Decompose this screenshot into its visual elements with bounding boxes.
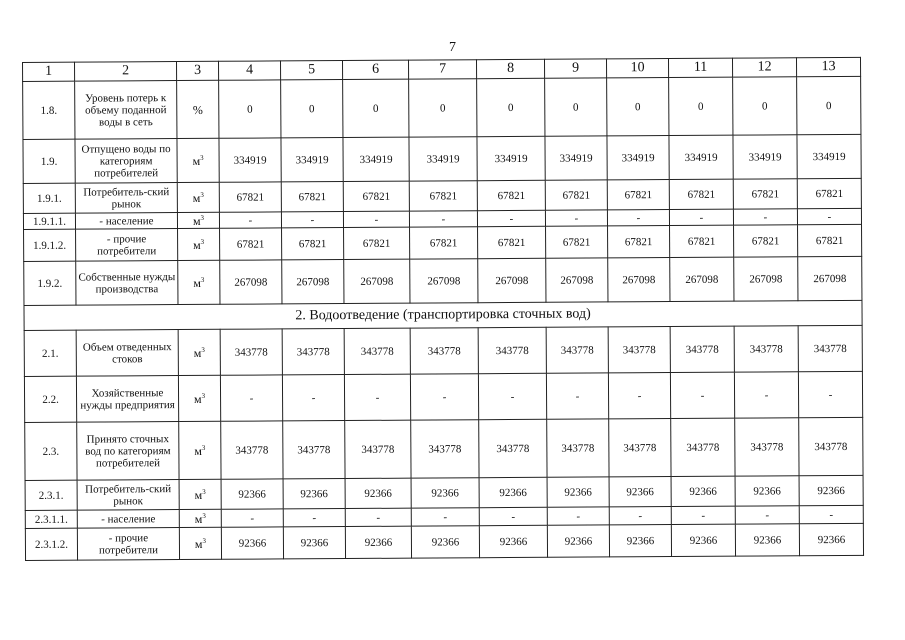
unit-base: м <box>193 345 202 360</box>
value-cell: - <box>283 509 345 527</box>
value-cell: 0 <box>219 80 281 138</box>
value-cell: 67821 <box>669 179 733 209</box>
row-unit <box>177 80 219 138</box>
value-cell: - <box>547 507 609 525</box>
value-cell: 0 <box>409 79 477 137</box>
row-unit <box>177 182 219 212</box>
value-cell: 343778 <box>344 328 410 374</box>
value-cell: 67821 <box>409 181 477 211</box>
value-cell: 92366 <box>735 524 799 556</box>
row-name: - прочие потребители <box>77 528 179 561</box>
value-cell: 334919 <box>219 138 281 182</box>
value-cell: 267098 <box>734 257 798 301</box>
value-cell: 67821 <box>282 228 344 260</box>
value-cell: - <box>545 210 607 226</box>
unit-base: м <box>194 536 203 551</box>
table-row <box>25 523 863 560</box>
header-cell: 13 <box>796 57 860 76</box>
value-cell: - <box>799 505 863 523</box>
row-code: 1.9.1. <box>23 183 75 213</box>
value-cell: - <box>733 209 797 225</box>
value-cell: 267098 <box>608 258 670 302</box>
value-cell: - <box>797 208 861 224</box>
value-cell: 343778 <box>609 419 671 477</box>
value-cell: 67821 <box>344 227 410 259</box>
value-cell: 67821 <box>733 179 797 209</box>
value-cell: 67821 <box>410 227 478 259</box>
value-cell: 343778 <box>546 327 608 373</box>
value-cell: 67821 <box>546 226 608 258</box>
table-body <box>23 57 864 560</box>
value-cell: - <box>343 211 409 227</box>
row-name: Хозяйственные нужды предприятия <box>76 376 178 423</box>
value-cell: 92366 <box>547 477 609 507</box>
header-cell: 11 <box>668 58 732 77</box>
value-cell: 0 <box>607 78 669 136</box>
header-cell: 10 <box>606 59 668 78</box>
value-cell: 343778 <box>734 326 798 372</box>
unit-base: м <box>193 391 202 406</box>
value-cell: 343778 <box>798 325 862 371</box>
row-name: - прочие потребители <box>76 229 178 262</box>
value-cell: 92366 <box>799 475 863 505</box>
value-cell: 343778 <box>410 328 478 374</box>
table-row <box>24 371 862 422</box>
value-cell: 343778 <box>671 418 735 476</box>
value-cell: 67821 <box>478 226 546 258</box>
value-cell: 343778 <box>735 418 799 476</box>
unit-base: м <box>194 511 203 526</box>
row-code: 2.2. <box>24 376 76 422</box>
value-cell: 343778 <box>479 419 547 477</box>
unit-exponent: 3 <box>200 153 204 162</box>
table-row <box>23 76 861 139</box>
unit-base: м <box>192 153 201 168</box>
value-cell: 0 <box>669 77 733 135</box>
value-cell: 334919 <box>797 134 861 178</box>
unit-base: м <box>194 443 202 458</box>
value-cell: 343778 <box>670 326 734 372</box>
value-cell: 267098 <box>282 260 344 304</box>
header-cell: 9 <box>544 59 606 78</box>
value-cell: 343778 <box>411 420 479 478</box>
row-unit <box>178 260 220 304</box>
value-cell: 267098 <box>798 256 862 300</box>
value-cell: - <box>671 506 735 524</box>
value-cell: 343778 <box>345 420 411 478</box>
header-cell: 2 <box>75 62 177 82</box>
row-unit <box>179 527 221 559</box>
row-name: Объем отведенных стоков <box>76 330 178 377</box>
value-cell: 267098 <box>478 258 546 302</box>
header-cell: 3 <box>177 61 219 80</box>
header-cell: 6 <box>342 60 408 79</box>
row-unit <box>179 479 221 509</box>
header-cell: 12 <box>732 58 796 77</box>
value-cell: 67821 <box>220 228 282 260</box>
value-cell: 67821 <box>281 182 343 212</box>
value-cell: 267098 <box>670 257 734 301</box>
row-name: Собственные нужды производства <box>76 261 178 306</box>
row-code: 1.9. <box>23 139 75 183</box>
value-cell: 92366 <box>221 479 283 509</box>
row-unit <box>177 212 219 228</box>
value-cell: 334919 <box>607 136 669 180</box>
row-code: 1.9.2. <box>24 261 76 305</box>
value-cell: 334919 <box>545 136 607 180</box>
value-cell: 0 <box>797 76 861 134</box>
page-number: 7 <box>449 40 456 55</box>
row-unit <box>178 375 220 421</box>
header-cell: 4 <box>218 61 280 80</box>
value-cell: 92366 <box>609 525 671 557</box>
value-cell: 67821 <box>343 181 409 211</box>
value-cell: 334919 <box>477 136 545 180</box>
indicators-table <box>22 57 864 561</box>
value-cell: - <box>281 212 343 228</box>
value-cell: - <box>479 507 547 525</box>
header-cell: 7 <box>408 60 476 79</box>
row-code: 2.3. <box>25 422 77 480</box>
value-cell: 343778 <box>282 329 344 375</box>
value-cell: 92366 <box>411 526 479 558</box>
row-name: Потребитель-ский рынок <box>77 480 179 511</box>
value-cell: 67821 <box>798 224 862 256</box>
value-cell: 92366 <box>609 477 671 507</box>
value-cell: 343778 <box>220 329 282 375</box>
value-cell: - <box>478 373 546 419</box>
value-cell: 92366 <box>547 525 609 557</box>
row-code: 2.3.1. <box>25 480 77 510</box>
value-cell: - <box>221 509 283 527</box>
unit-exponent: 3 <box>200 213 205 222</box>
value-cell: - <box>345 508 411 526</box>
value-cell: 0 <box>477 78 545 136</box>
header-cell: 8 <box>476 59 544 78</box>
value-cell: 67821 <box>607 180 669 210</box>
value-cell: - <box>477 210 545 226</box>
value-cell: 343778 <box>221 421 283 479</box>
table-row <box>24 224 862 261</box>
row-code: 2.3.1.2. <box>25 528 77 560</box>
value-cell: 343778 <box>799 417 863 475</box>
unit-exponent: 3 <box>201 443 206 452</box>
value-cell: 92366 <box>411 478 479 508</box>
row-name: - население <box>77 510 179 529</box>
value-cell: 343778 <box>608 327 670 373</box>
value-cell: 334919 <box>343 137 409 181</box>
value-cell: 92366 <box>345 478 411 508</box>
header-cell: 5 <box>280 61 342 80</box>
table-row <box>24 256 862 305</box>
unit-base: м <box>193 237 201 252</box>
value-cell: 92366 <box>345 526 411 558</box>
value-cell: 267098 <box>220 260 282 304</box>
value-cell: 267098 <box>344 259 410 303</box>
value-cell: 67821 <box>477 180 545 210</box>
row-unit <box>178 228 220 260</box>
row-unit <box>179 421 221 479</box>
value-cell: 0 <box>545 78 607 136</box>
unit-base: % <box>192 102 203 117</box>
value-cell: 92366 <box>479 525 547 557</box>
unit-base: м <box>194 487 203 502</box>
row-name: Потребитель-ский рынок <box>75 183 177 214</box>
unit-exponent: 3 <box>200 237 205 246</box>
section-title: 2. Водоотведение (транспортировка сточных вод) <box>24 300 862 330</box>
value-cell: 334919 <box>733 135 797 179</box>
row-name: Принято сточных вод по категориям потребителей <box>77 422 179 481</box>
value-cell: 92366 <box>283 527 345 559</box>
row-unit <box>177 138 219 182</box>
unit-exponent: 3 <box>201 391 206 400</box>
value-cell: - <box>282 375 344 421</box>
row-unit <box>179 509 221 527</box>
unit-exponent: 3 <box>202 511 206 520</box>
value-cell: - <box>607 210 669 226</box>
row-code: 2.3.1.1. <box>25 510 77 528</box>
value-cell: 92366 <box>671 476 735 506</box>
value-cell: - <box>344 374 410 420</box>
value-cell: 67821 <box>219 182 281 212</box>
value-cell: - <box>410 374 478 420</box>
unit-base: м <box>192 213 201 228</box>
table-row <box>24 325 862 376</box>
value-cell: - <box>798 371 862 417</box>
row-code: 2.1. <box>24 330 76 376</box>
value-cell: 334919 <box>409 137 477 181</box>
value-cell: - <box>608 373 670 419</box>
value-cell: 92366 <box>283 479 345 509</box>
unit-exponent: 3 <box>200 190 204 199</box>
value-cell: 334919 <box>281 138 343 182</box>
value-cell: 343778 <box>283 421 345 479</box>
value-cell: 0 <box>733 77 797 135</box>
header-cell: 1 <box>23 62 75 81</box>
unit-exponent: 3 <box>201 345 205 354</box>
value-cell: 67821 <box>734 225 798 257</box>
table-row <box>23 134 861 183</box>
value-cell: - <box>411 508 479 526</box>
value-cell: - <box>409 211 477 227</box>
value-cell: 67821 <box>545 180 607 210</box>
value-cell: - <box>220 375 282 421</box>
value-cell: 67821 <box>670 225 734 257</box>
row-code: 1.9.1.2. <box>24 229 76 261</box>
value-cell: - <box>670 372 734 418</box>
value-cell: 92366 <box>479 477 547 507</box>
value-cell: 343778 <box>547 419 609 477</box>
value-cell: 92366 <box>221 527 283 559</box>
value-cell: - <box>609 507 671 525</box>
value-cell: - <box>546 373 608 419</box>
value-cell: 67821 <box>797 178 861 208</box>
value-cell: 92366 <box>671 524 735 556</box>
unit-base: м <box>192 190 201 205</box>
value-cell: 92366 <box>799 523 863 555</box>
table-row <box>25 417 863 480</box>
value-cell: - <box>735 506 799 524</box>
unit-exponent: 3 <box>202 487 206 496</box>
value-cell: 92366 <box>735 476 799 506</box>
value-cell: 67821 <box>608 226 670 258</box>
row-name: Отпущено воды по категориям потребителей <box>75 139 177 184</box>
value-cell: 267098 <box>546 258 608 302</box>
row-name: - население <box>75 213 177 230</box>
unit-exponent: 3 <box>200 275 205 284</box>
value-cell: 267098 <box>410 259 478 303</box>
value-cell: 0 <box>281 80 343 138</box>
row-name: Уровень потерь к объему поданной воды в сеть <box>75 81 177 140</box>
value-cell: 343778 <box>478 327 546 373</box>
value-cell: 0 <box>343 79 409 137</box>
unit-exponent: 3 <box>202 536 206 545</box>
value-cell: - <box>669 209 733 225</box>
row-code: 1.9.1.1. <box>23 213 75 229</box>
value-cell: - <box>219 212 281 228</box>
unit-base: м <box>193 275 201 290</box>
row-code: 1.8. <box>23 81 75 139</box>
value-cell: 334919 <box>669 135 733 179</box>
row-unit <box>178 329 220 375</box>
value-cell: - <box>734 372 798 418</box>
